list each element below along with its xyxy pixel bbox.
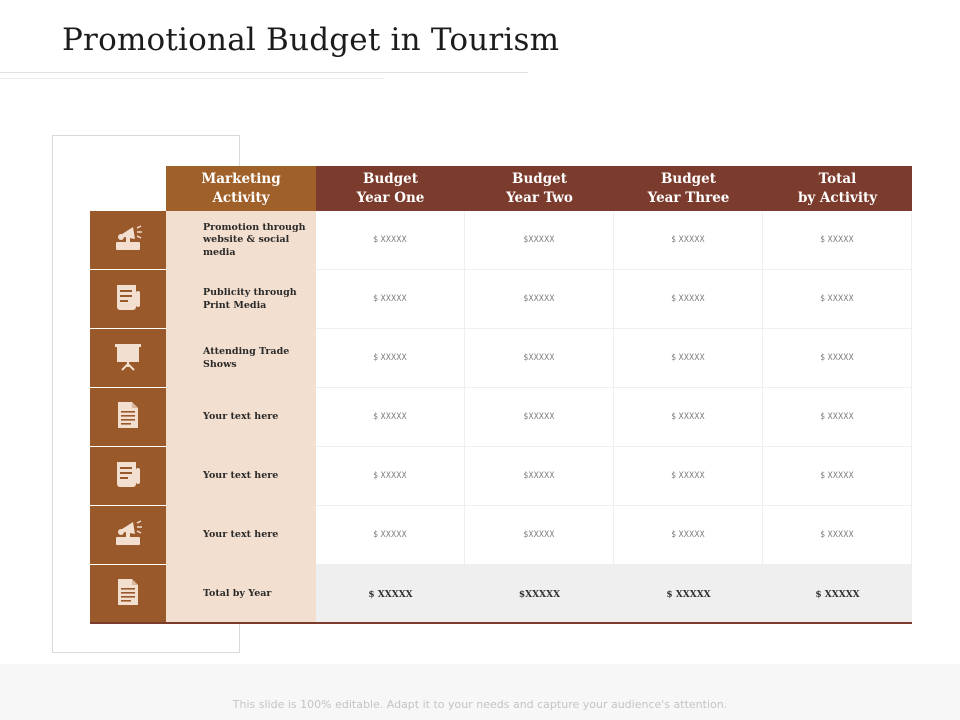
budget-value-cell: $XXXXX (465, 388, 614, 447)
budget-value-cell: $XXXXX (465, 447, 614, 506)
budget-value-cell: $XXXXX (465, 329, 614, 388)
budget-value-cell: $ XXXXX (614, 329, 763, 388)
row-icon-cell (90, 565, 166, 623)
table-row (90, 388, 912, 447)
activity-label: Your text here (166, 388, 316, 447)
title-underline (0, 72, 528, 73)
slide-title: Promotional Budget in Tourism (62, 22, 560, 58)
row-icon-cell (90, 506, 166, 564)
budget-value-cell: $ XXXXX (614, 270, 763, 329)
activity-label: Attending Trade Shows (166, 329, 316, 388)
activity-label: Your text here (166, 447, 316, 506)
row-icon-cell (90, 329, 166, 387)
header-marketing-activity: Marketing Activity (166, 166, 316, 211)
title-underline-secondary (0, 78, 384, 79)
budget-value-cell: $ XXXXX (763, 211, 912, 270)
table-bottom-rule (90, 622, 912, 624)
budget-value-cell: $XXXXX (465, 211, 614, 270)
news-icon (112, 281, 144, 317)
document-icon (112, 576, 144, 612)
budget-value-cell: $ XXXXX (316, 447, 465, 506)
budget-value-cell: $ XXXXX (316, 211, 465, 270)
budget-value-cell: $ XXXXX (316, 506, 465, 565)
row-icon-cell (90, 211, 166, 269)
row-icon-cell (90, 388, 166, 446)
budget-value-cell: $ XXXXX (763, 329, 912, 388)
total-value-cell: $ XXXXX (316, 565, 465, 624)
table-row (90, 211, 912, 270)
total-row (90, 565, 912, 624)
activity-label: Promotion through website & social media (166, 211, 316, 270)
activity-label: Publicity through Print Media (166, 270, 316, 329)
budget-value-cell: $ XXXXX (614, 211, 763, 270)
total-label: Total by Year (166, 565, 316, 624)
budget-value-cell: $ XXXXX (316, 270, 465, 329)
header-budget-year-one: Budget Year One (316, 166, 465, 211)
budget-value-cell: $XXXXX (465, 506, 614, 565)
table-row (90, 506, 912, 565)
table-row (90, 447, 912, 506)
header-budget-year-two: Budget Year Two (465, 166, 614, 211)
budget-value-cell: $ XXXXX (763, 447, 912, 506)
document-icon (112, 399, 144, 435)
budget-value-cell: $ XXXXX (763, 506, 912, 565)
footer-band (0, 664, 960, 720)
total-value-cell: $XXXXX (465, 565, 614, 624)
table-row (90, 329, 912, 388)
budget-value-cell: $ XXXXX (614, 388, 763, 447)
row-icon-cell (90, 270, 166, 328)
total-value-cell: $ XXXXX (763, 565, 912, 624)
presentation-board-icon (112, 340, 144, 376)
budget-value-cell: $XXXXX (465, 270, 614, 329)
budget-value-cell: $ XXXXX (316, 388, 465, 447)
activity-label: Your text here (166, 506, 316, 565)
budget-value-cell: $ XXXXX (763, 388, 912, 447)
total-value-cell: $ XXXXX (614, 565, 763, 624)
row-icon-cell (90, 447, 166, 505)
budget-value-cell: $ XXXXX (614, 447, 763, 506)
header-total-by-activity: Total by Activity (763, 166, 912, 211)
news-icon (112, 458, 144, 494)
megaphone-icon (112, 222, 144, 258)
header-budget-year-three: Budget Year Three (614, 166, 763, 211)
budget-value-cell: $ XXXXX (763, 270, 912, 329)
budget-value-cell: $ XXXXX (614, 506, 763, 565)
footer-note: This slide is 100% editable. Adapt it to your needs and capture your audience's attention. (232, 698, 728, 711)
megaphone-icon (112, 517, 144, 553)
table-row (90, 270, 912, 329)
budget-value-cell: $ XXXXX (316, 329, 465, 388)
